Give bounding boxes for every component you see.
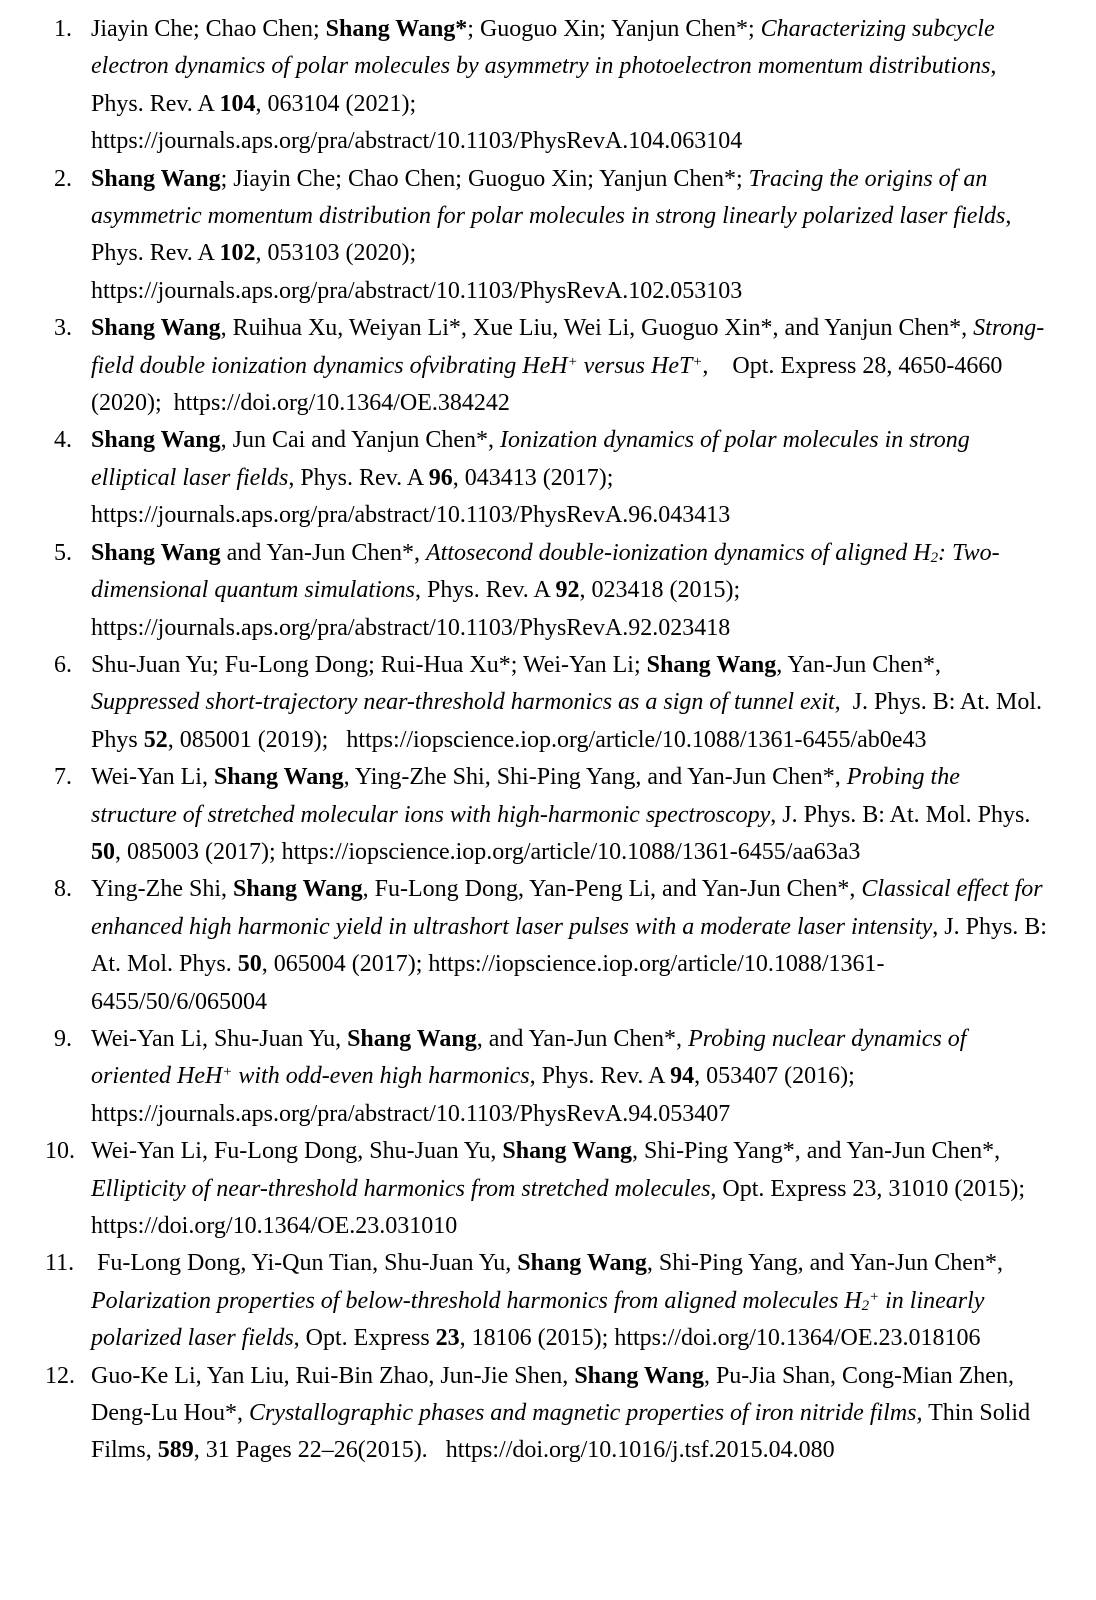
reference-segment: 2 bbox=[930, 549, 939, 566]
reference-segment: , and Yan-Jun Chen*, bbox=[476, 1025, 689, 1052]
reference-segment: , J. Phys. B: At. Mol. Phys. bbox=[770, 801, 1037, 828]
reference-segment: Phys. Rev. A bbox=[91, 90, 220, 117]
reference-segment: : Two-dimensional quantum simulations bbox=[91, 539, 1000, 604]
reference-number: 10. bbox=[45, 1138, 75, 1165]
reference-item bbox=[45, 1133, 1049, 1245]
reference-item bbox=[52, 647, 1049, 759]
reference-segment: , 085001 (2019); bbox=[167, 726, 347, 753]
reference-url[interactable]: https://doi.org/10.1364/OE.23.031010 bbox=[91, 1213, 458, 1239]
reference-segment: Ionization dynamics of polar molecules in strong elliptical laser fields bbox=[91, 427, 976, 491]
reference-segment: , Shi-Ping Yang*, and Yan-Jun bbox=[632, 1138, 932, 1165]
reference-number: 11. bbox=[45, 1250, 75, 1277]
reference-segment: with odd-even high harmonics bbox=[232, 1063, 530, 1090]
reference-segment: , 043413 (2017); bbox=[452, 464, 626, 491]
reference-segment: ; Guoguo Xin; Yanjun Chen*; bbox=[467, 16, 761, 42]
reference-segment: Guo-Ke Li, Yan Liu, Rui-Bin Zhao, Jun-Jie Shen, bbox=[91, 1362, 575, 1389]
reference-number: 8. bbox=[54, 876, 72, 903]
reference-text bbox=[91, 1026, 972, 1127]
reference-segment: , Yan-Jun Chen*, bbox=[776, 651, 953, 678]
reference-segment: Tracing the origins of an asymmetric momentum distribution for polar molecules in strong linearly polarized laser fields bbox=[91, 165, 1006, 230]
reference-segment: 92 bbox=[555, 577, 580, 604]
reference-segment: Classical effect for enhanced high harmonic yield in ultrashort laser pulses with a moderate laser intensity bbox=[91, 876, 1049, 940]
reference-segment: Thin Solid Films, bbox=[91, 1400, 1037, 1464]
reference-item bbox=[52, 1021, 1049, 1133]
reference-segment: , Ruihua Xu, Weiyan Li*, Xue Liu, Wei Li, Guoguo Xin*, and Yanjun Chen*, bbox=[220, 315, 974, 342]
reference-text bbox=[91, 427, 976, 528]
reference-segment: Strong-field double ionization dynamics ofvibrating HeH bbox=[91, 315, 1045, 379]
reference-item bbox=[45, 1358, 1049, 1470]
reference-segment: , 053103 (2020); bbox=[255, 240, 423, 267]
reference-url[interactable]: https://journals.aps.org/pra/abstract/10.1103/PhysRevA.102.053103 bbox=[91, 277, 743, 304]
reference-url[interactable]: https://iopscience.iop.org/article/10.1088/1361-6455/50/6/065004 bbox=[91, 951, 885, 1015]
reference-segment: Chen*, bbox=[934, 1250, 1009, 1277]
reference-segment: , Phys. Rev. A bbox=[288, 464, 429, 491]
reference-segment: ; Jiayin Che; Chao Chen; Guoguo Xin; Yanjun Chen*; bbox=[220, 165, 749, 192]
reference-segment: Jiayin Che; Chao Chen; bbox=[91, 16, 326, 42]
reference-url[interactable]: https://iopscience.iop.org/article/10.1088/1361-6455/ab0e43 bbox=[346, 726, 927, 753]
reference-segment: 50 bbox=[91, 838, 115, 865]
reference-text bbox=[91, 540, 1000, 641]
reference-segment: Shang Wang bbox=[91, 165, 221, 192]
reference-item bbox=[52, 422, 1049, 534]
reference-url[interactable]: https://journals.aps.org/pra/abstract/10.1103/PhysRevA.92.023418 bbox=[91, 614, 731, 641]
reference-segment: Fu-Long Dong, Yi-Qun Tian, Shu-Juan Yu, bbox=[91, 1250, 518, 1277]
reference-segment: versus HeT bbox=[577, 352, 693, 379]
reference-text bbox=[91, 1250, 1009, 1351]
reference-segment: , Opt. Express 23, 31010 (2015); bbox=[710, 1175, 1032, 1202]
reference-segment: , Fu-Long Dong, Yan-Peng Li, and Yan-Jun Chen*, bbox=[362, 876, 862, 903]
reference-text bbox=[91, 1138, 1031, 1239]
reference-item bbox=[52, 161, 1049, 311]
reference-segment: Chen*, bbox=[931, 1138, 1007, 1165]
reference-segment: , 085003 (2017); bbox=[115, 838, 282, 865]
reference-segment: , Phys. Rev. A bbox=[529, 1063, 671, 1090]
reference-segment: 102 bbox=[219, 240, 256, 267]
reference-item bbox=[52, 759, 1049, 871]
reference-number: 12. bbox=[45, 1362, 75, 1389]
reference-segment: Shang Wang bbox=[502, 1138, 633, 1165]
reference-segment: Zhen, Deng-Lu Hou*, bbox=[91, 1362, 1020, 1427]
reference-segment: + bbox=[869, 1288, 880, 1305]
reference-segment: Polarization properties of below-threshold harmonics from aligned molecules H bbox=[91, 1287, 862, 1314]
reference-segment: Shang Wang* bbox=[325, 16, 468, 42]
reference-text bbox=[91, 1363, 1036, 1464]
reference-segment: 52 bbox=[143, 726, 168, 753]
reference-segment: Probing the structure of stretched molecular ions with high-harmonic spectroscopy bbox=[91, 764, 966, 828]
reference-number: 4. bbox=[54, 427, 72, 454]
reference-item bbox=[52, 871, 1052, 1021]
reference-text bbox=[91, 764, 1036, 865]
reference-segment: Ellipticity of near-threshold harmonics from stretched molecules bbox=[91, 1175, 711, 1202]
reference-segment: , Opt. Express bbox=[293, 1325, 436, 1352]
reference-segment: , Ying-Zhe Shi, Shi-Ping Yang, and Yan-Jun Chen*, bbox=[343, 764, 847, 791]
reference-segment: Shang Wang bbox=[646, 651, 777, 678]
reference-segment: 589 bbox=[157, 1437, 194, 1464]
reference-number: 9. bbox=[54, 1025, 72, 1052]
reference-segment: Shang Wang bbox=[91, 539, 221, 566]
reference-number: 1. bbox=[54, 16, 72, 42]
reference-text bbox=[91, 16, 1008, 154]
reference-list bbox=[45, 11, 1052, 1470]
reference-item bbox=[52, 310, 1049, 422]
reference-segment: , bbox=[834, 689, 853, 716]
reference-segment: , 31 Pages 22–26(2015). bbox=[193, 1437, 446, 1464]
reference-url[interactable]: https://journals.aps.org/pra/abstract/10.1103/PhysRevA.94.053407 bbox=[91, 1100, 731, 1127]
reference-segment: , Phys. Rev. A bbox=[91, 203, 1018, 267]
reference-segment: Ying-Zhe Shi, bbox=[91, 876, 233, 903]
reference-text bbox=[91, 876, 1052, 1014]
reference-segment: , 065004 (2017); bbox=[261, 951, 429, 978]
reference-segment: , Pu-Jia Shan, Cong-Mian bbox=[703, 1362, 959, 1389]
reference-segment: + bbox=[692, 353, 703, 370]
reference-segment: 104 bbox=[219, 90, 256, 117]
reference-text bbox=[91, 652, 1048, 753]
reference-segment: Suppressed short-trajectory near-threshold harmonics as a sign of tunnel exit bbox=[91, 689, 835, 716]
reference-segment: , Shi-Ping Yang, and Yan-Jun bbox=[646, 1250, 935, 1277]
reference-segment: J. Phys. B: At. Mol. Phys bbox=[91, 689, 1049, 753]
reference-segment: Shang Wang bbox=[91, 427, 221, 454]
reference-segment: and Yan-Jun Chen*, bbox=[220, 539, 426, 566]
reference-number: 6. bbox=[54, 651, 72, 678]
reference-url[interactable]: https://journals.aps.org/pra/abstract/10.1103/PhysRevA.96.043413 bbox=[91, 502, 731, 529]
reference-segment: Wei-Yan Li, Fu-Long Dong, Shu-Juan Yu, bbox=[91, 1138, 503, 1165]
reference-segment: , 023418 (2015); bbox=[579, 577, 753, 604]
reference-segment: + bbox=[222, 1064, 233, 1081]
reference-segment: Probing nuclear dynamics of oriented HeH bbox=[91, 1025, 973, 1090]
reference-segment: Wei-Yan Li, bbox=[91, 764, 214, 791]
reference-item bbox=[52, 535, 1049, 647]
reference-text bbox=[91, 315, 1044, 416]
reference-segment: Shang Wang bbox=[517, 1250, 647, 1277]
reference-segment: Wei-Yan Li, Shu-Juan Yu, bbox=[91, 1025, 348, 1052]
reference-number: 3. bbox=[54, 315, 72, 342]
reference-segment: 50 bbox=[237, 951, 262, 978]
reference-number: 5. bbox=[54, 539, 72, 566]
reference-segment: Attosecond double-ionization dynamics of aligned H bbox=[425, 539, 931, 566]
reference-segment: , Opt. Express 28, 4650-4660 (2020); bbox=[91, 352, 1009, 417]
reference-segment: , Phys. Rev. A bbox=[415, 577, 556, 604]
reference-segment: Shang Wang bbox=[91, 315, 221, 342]
reference-segment: in linearly polarized laser fields bbox=[91, 1287, 991, 1352]
reference-text bbox=[91, 166, 1017, 304]
reference-item bbox=[52, 11, 1049, 161]
reference-number: 2. bbox=[54, 165, 72, 192]
reference-segment: , Jun Cai and Yanjun Chen*, bbox=[220, 427, 500, 454]
reference-segment: , 053407 (2016); bbox=[694, 1063, 861, 1090]
reference-url[interactable]: https://doi.org/10.1016/j.tsf.2015.04.080 bbox=[445, 1437, 835, 1464]
reference-url[interactable]: https://doi.org/10.1364/OE.23.018106 bbox=[614, 1325, 981, 1352]
reference-segment: 94 bbox=[670, 1063, 695, 1090]
reference-segment: 2 bbox=[861, 1297, 870, 1314]
reference-segment: , 063104 (2021); bbox=[255, 90, 423, 117]
reference-segment: Crystallographic phases and magnetic properties of iron nitride films, bbox=[248, 1400, 923, 1427]
reference-segment: Shang Wang bbox=[574, 1362, 704, 1389]
reference-segment: 23 bbox=[435, 1325, 460, 1352]
reference-segment: Shang Wang bbox=[213, 764, 344, 791]
reference-item bbox=[45, 1245, 1049, 1357]
reference-segment: Shu-Juan Yu; Fu-Long Dong; Rui-Hua Xu*; Wei-Yan Li; bbox=[91, 651, 647, 678]
reference-segment: Shang Wang bbox=[233, 876, 363, 903]
reference-segment: 96 bbox=[428, 464, 453, 491]
reference-segment: , bbox=[990, 53, 1009, 80]
reference-segment: + bbox=[567, 353, 578, 370]
reference-segment: , 18106 (2015); bbox=[459, 1325, 615, 1352]
reference-url[interactable]: https://iopscience.iop.org/article/10.1088/1361-6455/aa63a3 bbox=[281, 838, 861, 865]
reference-segment: Shang Wang bbox=[347, 1025, 477, 1052]
reference-segment: , J. Phys. B: At. Mol. Phys. bbox=[91, 913, 1052, 978]
reference-url[interactable]: https://doi.org/10.1364/OE.384242 bbox=[173, 390, 510, 417]
reference-number: 7. bbox=[54, 764, 72, 791]
reference-segment: Characterizing subcycle electron dynamics of polar molecules by asymmetry in photoelectron momentum distributions bbox=[91, 16, 1001, 80]
reference-url[interactable]: https://journals.aps.org/pra/abstract/10.1103/PhysRevA.104.063104 bbox=[91, 128, 743, 155]
